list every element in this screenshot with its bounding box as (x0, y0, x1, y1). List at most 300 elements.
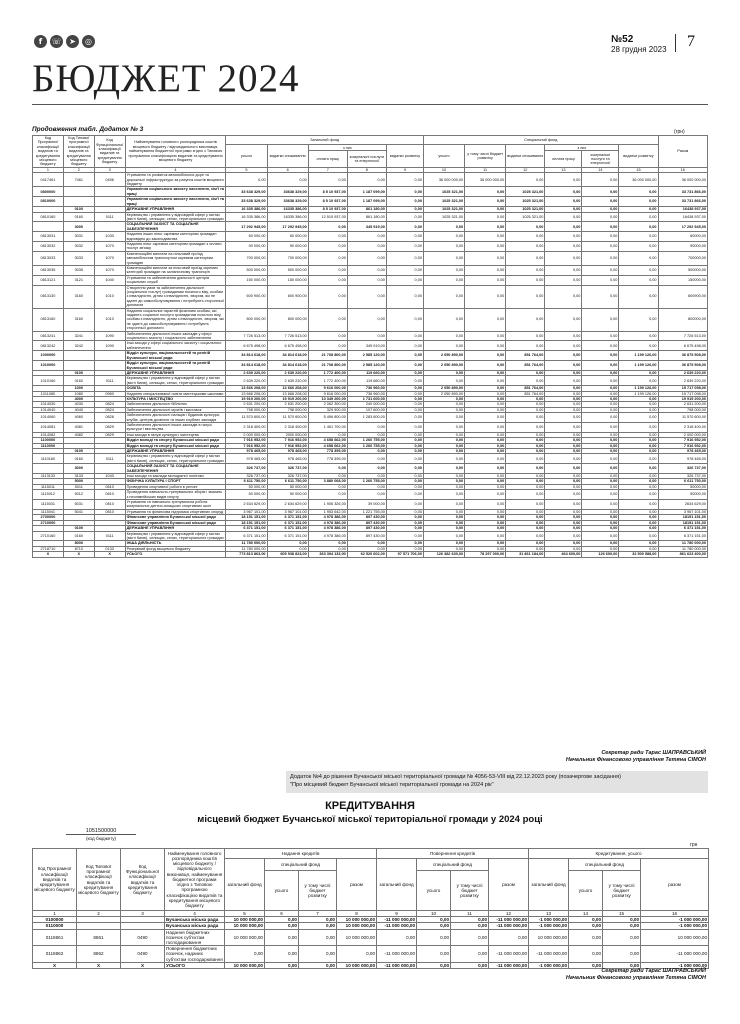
table-cell: 0160 (63, 454, 94, 464)
table-cell: 19 919 200,00 (658, 396, 708, 401)
table-cell: 1080 (63, 391, 94, 396)
section-title: БЮДЖЕТ 2024 (32, 57, 300, 100)
col-number: 3 (121, 911, 165, 917)
table-cell: 16 335 386,00 (226, 207, 267, 212)
table-cell: 0,00 (465, 490, 506, 500)
table-cell: 0,00 (423, 232, 464, 242)
table-cell: 0,00 (582, 370, 619, 375)
table-cell: 0,00 (603, 929, 641, 946)
table-cell: 1014081 (33, 422, 64, 432)
table-cell: 0,00 (308, 541, 347, 546)
table-cell: 6 611 750,00 (658, 479, 708, 484)
table-cell: 8 5 10 937,00 (308, 207, 347, 212)
table-cell: 0,00 (619, 500, 658, 510)
telegram-icon[interactable]: ➤ (66, 35, 79, 48)
table-cell: 0,00 (423, 546, 464, 551)
table-cell: 0,00 (545, 531, 582, 541)
table-cell: 90 000,00 (267, 241, 308, 251)
credit-signatures (430, 968, 706, 982)
signature-finance-head: Начальник Фінансового управління Тетяна СІМОН (565, 975, 706, 981)
table-cell: 0,00 (506, 449, 545, 454)
table-cell: 3121 (63, 275, 94, 285)
col-head: усього (569, 871, 603, 911)
col-number: 9 (377, 911, 417, 917)
table-cell: 50 000,00 (267, 490, 308, 500)
table-cell: 10 000 000,00 (225, 923, 265, 929)
table-cell: 0,00 (417, 929, 451, 946)
table-cell: 0,00 (423, 449, 464, 454)
row-name-cell: Забезпечення діяльності інших закладів у сфері соціального захисту і соціального забезпечення (125, 331, 226, 341)
table-cell: 3031 (63, 232, 94, 242)
table-cell: 0,00 (545, 432, 582, 437)
table-cell: 33638 329,00 (267, 187, 308, 197)
col-number: 13 (529, 911, 569, 917)
table-cell: -11 000 000,00 (489, 962, 529, 968)
table-cell: 2634 629,00 (658, 500, 708, 510)
col-head: оплата праці (308, 151, 347, 167)
table-row (33, 222, 708, 232)
table-cell: 18151 151,00 (658, 520, 708, 525)
table-cell: 0490 (121, 946, 165, 963)
row-name-cell: Компенсаційні виплати на пільговий проїзд автомобільним транспортом окремим категоріям громадян (125, 251, 226, 265)
table-cell: 0,00 (386, 197, 423, 207)
table-cell: 0,00 (386, 479, 423, 484)
table-cell: 0,00 (545, 308, 582, 331)
table-cell: 861 180,00 (347, 212, 386, 222)
table-cell: 16335 386,00 (267, 207, 308, 212)
table-cell: 0,00 (423, 370, 464, 375)
table-cell: 0,00 (465, 370, 506, 375)
table-cell: 0,00 (347, 464, 386, 474)
col-number: 10 (417, 911, 451, 917)
table-cell: 10 000 000,00 (225, 962, 265, 968)
col-head: загальний фонд (529, 859, 569, 911)
table-cell: 0,00 (386, 464, 423, 474)
row-name-cell: Утримання та забезпечення діяльності центрів соціальних служб (125, 275, 226, 285)
table-cell: 1014040 (33, 407, 64, 412)
table-cell: 0,00 (451, 962, 489, 968)
col-number: 15 (619, 167, 658, 172)
table-cell: 0,00 (506, 285, 545, 308)
table-cell: 0,00 (619, 341, 658, 351)
table-row (33, 275, 708, 285)
table-cell: 16335 386,00 (267, 212, 308, 222)
table-cell: 0,00 (386, 308, 423, 331)
table-cell: 36 875 508,00 (658, 361, 708, 371)
table-cell: 5 496 800,00 (308, 413, 347, 423)
table-cell: 0,00 (506, 526, 545, 531)
table-cell: 1025 321,00 (506, 197, 545, 207)
table-cell: 1025 321,00 (423, 207, 464, 212)
table-cell: 0813032 (33, 241, 64, 251)
table-cell: 0960 (94, 391, 125, 396)
table-cell: 97 571 706,00 (386, 552, 423, 557)
table-cell: 13 666 208,00 (226, 386, 267, 391)
table-cell: 17 292 945,00 (226, 222, 267, 232)
table-cell: 326 737,00 (267, 474, 308, 479)
table-cell: 7 916 952,00 (226, 443, 267, 448)
col-head: усього (417, 871, 451, 911)
table-cell: 1070 (94, 251, 125, 265)
table-cell: 6 371 151,00 (226, 526, 267, 531)
table-cell: 0,00 (545, 500, 582, 510)
table-cell: 2 639 220,00 (267, 370, 308, 375)
col-head: усього (423, 145, 464, 168)
table-cell: 0,00 (226, 173, 267, 187)
table-cell: 978 465,00 (226, 454, 267, 464)
table-cell: 0,00 (569, 917, 603, 923)
table-cell: 0,00 (582, 500, 619, 510)
table-cell: 1 187 099,00 (347, 197, 386, 207)
table-row (33, 422, 708, 432)
table-cell: 0,00 (308, 232, 347, 242)
table-cell: 2 000 000,00 (658, 432, 708, 437)
table-cell: 0,00 (465, 541, 506, 546)
table-cell: 11 570 600,00 (658, 413, 708, 423)
table-cell: 0,00 (545, 265, 582, 275)
table-cell: 0,00 (545, 173, 582, 187)
table-cell: 18 151 151,00 (226, 515, 267, 520)
row-name-cell: Фінансове управління Бучанської міської ради (125, 520, 226, 525)
table-cell: 1025 321,00 (506, 212, 545, 222)
col-head: Код Типової програмної класифікації видатків та кредитування місцевого бюджету (77, 849, 121, 911)
table-cell: 1 260 755,00 (347, 443, 386, 448)
table-cell: 0,00 (545, 222, 582, 232)
table-cell: 326 737,00 (226, 464, 267, 474)
table-cell: 0,00 (386, 187, 423, 197)
col-number: 5 (226, 167, 267, 172)
table-cell: 1011080 (33, 391, 64, 396)
table-cell: 31 861 184,00 (506, 552, 545, 557)
col-number: 1 (33, 167, 64, 172)
table-cell: 2000 000,00 (267, 432, 308, 437)
table-cell: 0,00 (506, 520, 545, 525)
table-cell: 36 875 508,00 (658, 351, 708, 361)
table-cell: 8 5 10 937,00 (308, 187, 347, 197)
table-cell: 0,00 (465, 207, 506, 212)
table-cell: 0,00 (582, 490, 619, 500)
table-cell: 0813241 (33, 331, 64, 341)
table-cell: 0490 (121, 929, 165, 946)
table-cell: 0,00 (545, 479, 582, 484)
table-cell: 1010 (94, 285, 125, 308)
page-number: 7 (687, 33, 695, 50)
table-cell: 0,00 (265, 917, 299, 923)
table-cell: 0,00 (545, 331, 582, 341)
table-cell: 0,00 (489, 929, 529, 946)
table-cell: 7 916 952,00 (267, 438, 308, 443)
table-cell: 0,00 (619, 474, 658, 479)
table-cell: 0,00 (308, 474, 347, 479)
table-cell: 0,00 (386, 520, 423, 525)
table-cell: 2 639 220,00 (658, 376, 708, 386)
row-name-cell: Утримання та розвиток автомобільних доріг та дорожньої інфраструктури за рахунок коштів місцевого бюджету (126, 173, 224, 187)
table-cell: 0,00 (386, 275, 423, 285)
table-cell: 0,00 (386, 386, 423, 391)
row-name-cell: ДЕРЖАВНЕ УПРАВЛІННЯ (125, 449, 226, 454)
table-cell (63, 361, 94, 371)
table-row (33, 454, 708, 464)
col-number: 3 (94, 167, 125, 172)
table-cell: 0100 (63, 370, 94, 375)
table-cell: 8000 (63, 541, 94, 546)
table-cell: 326 737,00 (658, 474, 708, 479)
table-cell: 2 318 400,00 (658, 422, 708, 432)
table-cell: 2 631 200,00 (226, 402, 267, 407)
table-cell: 3133 (63, 474, 94, 479)
table-cell: 0,00 (506, 438, 545, 443)
table-cell: 0,00 (308, 490, 347, 500)
table-cell: 0,00 (506, 232, 545, 242)
table-cell: 0,00 (582, 407, 619, 412)
table-cell: 126 600,00 (582, 552, 619, 557)
table-cell: 0,00 (619, 308, 658, 331)
table-cell: 0,00 (506, 308, 545, 331)
table-cell: 10 349 200,00 (308, 396, 347, 401)
table-cell: 0,00 (582, 251, 619, 265)
table-cell: 7 916 952,00 (658, 443, 708, 448)
table-cell: 0,00 (465, 464, 506, 474)
col-number: 6 (267, 167, 308, 172)
table-cell: 978 465,00 (267, 454, 308, 464)
table-cell: 6 371 151,00 (267, 520, 308, 525)
table-cell: 0,00 (506, 484, 545, 489)
table-cell: 0,00 (347, 422, 386, 432)
table-cell: 0,00 (506, 222, 545, 232)
table-cell: 8 5 10 937,00 (308, 197, 347, 207)
table-cell: 0,00 (545, 443, 582, 448)
row-name-cell: Забезпечення діяльності музеїв і виставок (125, 407, 226, 412)
table-cell: 0,00 (582, 541, 619, 546)
table-cell: 3035 (63, 265, 94, 275)
table-cell: 0,00 (423, 443, 464, 448)
table-cell: 0,00 (506, 443, 545, 448)
table-cell: 10 000 000,00 (337, 929, 377, 946)
table-cell: 1 731 600,00 (347, 396, 386, 401)
table-cell: 0,00 (582, 531, 619, 541)
table-cell: 1030 (94, 232, 125, 242)
table-cell: 0,00 (619, 207, 658, 212)
table-cell: 1115012 (33, 490, 64, 500)
table-cell (33, 222, 64, 232)
row-name-cell: ФІЗИЧНА КУЛЬТУРА І СПОРТ (125, 479, 226, 484)
table-cell: 0,00 (582, 422, 619, 432)
row-name-cell: Резервний фонд місцевого бюджету (125, 546, 226, 551)
row-name-cell: Проведення спортивної роботи в регіоні (125, 484, 226, 489)
table-cell: 500 000,00 (267, 265, 308, 275)
table-cell: 0,00 (465, 391, 506, 396)
table-cell: 0100 (63, 449, 94, 454)
table-cell: 0,00 (619, 331, 658, 341)
table-cell: 500 000,00 (226, 265, 267, 275)
table-cell: 897 430,00 (347, 526, 386, 531)
col-head: у тому числі бюджет розвитку (451, 871, 489, 911)
table-cell: 0,00 (545, 197, 582, 207)
table-cell (94, 187, 125, 197)
table-cell: 0,00 (347, 241, 386, 251)
table-cell: 0,00 (423, 422, 464, 432)
table-cell: 798 000,00 (658, 407, 708, 412)
table-cell: 778 395,00 (308, 454, 347, 464)
table-cell: 2 000 000,00 (226, 432, 267, 437)
row-name-cell: Відділ молоді та спорту Бучанської міської ради (125, 438, 226, 443)
table-cell: 8862 (77, 946, 121, 963)
table-cell: 1 199 126,00 (619, 391, 658, 396)
table-cell: 0,00 (299, 929, 337, 946)
table-cell: 0813160 (33, 308, 64, 331)
table-cell: 0,00 (423, 413, 464, 423)
table-cell: 0,00 (582, 232, 619, 242)
table-cell: 0,00 (347, 546, 386, 551)
table-cell: 0,00 (423, 479, 464, 484)
table-cell: 0,00 (619, 432, 658, 437)
table-cell: 4000 (63, 396, 94, 401)
table-cell: 6 371 151,00 (658, 531, 708, 541)
table-cell: 60 000,00 (267, 232, 308, 242)
table-cell: 150 000,00 (267, 275, 308, 285)
table-cell: 0813033 (33, 251, 64, 265)
table-cell: 1025 321,00 (423, 187, 464, 197)
table-cell: 0,00 (423, 308, 464, 331)
table-cell: 10 000 000,00 (641, 929, 709, 946)
table-cell: 700 000,00 (267, 251, 308, 265)
row-name-cell: Утримання та навчально-тренувальна робота комунальних дитячо-юнацьких спортивних шкіл (125, 500, 226, 510)
table-cell: 0100 (63, 526, 94, 531)
table-cell: X (94, 552, 125, 557)
table-cell: 0,00 (386, 370, 423, 375)
table-cell: 1090 (94, 341, 125, 351)
table-cell: 0,00 (299, 962, 337, 968)
table-cell: 6 675 498,00 (267, 341, 308, 351)
col-head: усього (226, 145, 267, 168)
table-cell (94, 197, 125, 207)
table-cell: 0417461 (33, 173, 64, 187)
table-cell: 0,00 (347, 449, 386, 454)
table-cell: 0,00 (386, 232, 423, 242)
table-cell (94, 351, 125, 361)
table-row (33, 187, 708, 197)
facebook-icon[interactable]: f (34, 35, 47, 48)
table-cell: 851 764,00 (506, 391, 545, 396)
table-cell: 0,00 (386, 391, 423, 396)
col-head: разом (337, 859, 377, 911)
table-cell: 0,00 (386, 341, 423, 351)
table-cell: 0,00 (423, 474, 464, 479)
table-row (33, 285, 708, 308)
table-cell: 773 813 863,00 (226, 552, 267, 557)
table-cell: 1014030 (33, 402, 64, 407)
table-cell: 3000 (63, 464, 94, 474)
table-cell: 0,00 (545, 251, 582, 265)
table-cell: 0,00 (423, 331, 464, 341)
table-cell: 778 395,00 (308, 449, 347, 454)
table-cell: 0,00 (386, 438, 423, 443)
table-cell: 0,00 (386, 515, 423, 520)
table-cell: 0813035 (33, 265, 64, 275)
table-cell: 0,00 (545, 351, 582, 361)
table-cell: 0813130 (33, 285, 64, 308)
table-cell: 0,00 (465, 422, 506, 432)
table-cell: 0,00 (386, 351, 423, 361)
table-cell: 0,00 (619, 241, 658, 251)
table-cell: 0,00 (465, 251, 506, 265)
signature-finance-head: Начальник Фінансового управління Тетяна СІМОН (565, 757, 706, 763)
table-cell: 0,00 (386, 422, 423, 432)
table-cell: 0,00 (465, 241, 506, 251)
table-row (33, 946, 709, 963)
instagram-icon[interactable]: ◎ (82, 35, 95, 48)
signature-secretary: Секретар ради Тарас ШАПРАВСЬКИЙ (601, 968, 706, 974)
row-name-cell: УСЬОГО (165, 962, 225, 968)
row-name-cell: Управління соціального захисту населення, сім'ї та праці (126, 187, 224, 196)
table-cell: 0,00 (506, 265, 545, 275)
table-cell: 50000,00 (658, 484, 708, 489)
header-divider (675, 34, 676, 52)
table-cell: 0,00 (545, 546, 582, 551)
table-cell: 0,00 (465, 443, 506, 448)
table-cell: 0456 (94, 173, 125, 187)
table-cell: 50 000,00 (226, 484, 267, 489)
table-cell: 0,00 (386, 212, 423, 222)
table-cell: 3241 (63, 331, 94, 341)
table-cell: 5041 (63, 509, 94, 514)
table-cell: 464 600,00 (545, 552, 582, 557)
row-name-cell: Інші заходи та заклади молодіжної політики (125, 474, 226, 479)
table-cell: 32 500 588,00 (619, 552, 658, 557)
table-cell: 0,00 (619, 443, 658, 448)
col-head: Код Типової програмної класифікації видатків та кредитування місцевого бюджету (63, 136, 94, 168)
table-cell: -1 000 000,00 (641, 917, 709, 923)
table-cell: 0810160 (33, 212, 64, 222)
table-cell: 18 151 151,00 (226, 520, 267, 525)
table-cell: 0,00 (423, 241, 464, 251)
table-cell: 1 772 400,00 (308, 370, 347, 375)
table-cell: 0,00 (619, 520, 658, 525)
table-cell: 21 708 800,00 (308, 361, 347, 371)
table-cell: 0813242 (33, 341, 64, 351)
table-cell: 800 000,00 (226, 308, 267, 331)
table-cell: 0,00 (582, 443, 619, 448)
table-cell: 0,00 (545, 438, 582, 443)
table-cell: 1 283 600,00 (347, 413, 386, 423)
table-cell: 326 737,00 (226, 474, 267, 479)
table-cell: 34 814 618,00 (226, 351, 267, 361)
table-cell: 4 978 386,00 (308, 520, 347, 525)
table-cell: 119 660,00 (347, 376, 386, 386)
table-cell: 0,00 (582, 197, 619, 207)
table-cell: 0,00 (386, 509, 423, 514)
col-head: у тому числі бюджет розвитку (465, 145, 506, 168)
table-cell: 0,00 (423, 438, 464, 443)
viber-icon[interactable]: ☏ (51, 37, 62, 46)
table-cell: 7 726 513,00 (658, 331, 708, 341)
table-cell: 0,00 (465, 341, 506, 351)
table-cell: 1025 321,00 (506, 207, 545, 212)
table-cell: 4040 (63, 407, 94, 412)
table-cell: -11 000 000,00 (529, 946, 569, 963)
row-name-cell: СОЦІАЛЬНИЙ ЗАХИСТ ТА СОЦІАЛЬНЕ ЗАБЕЗПЕЧЕННЯ (125, 222, 226, 232)
table-cell: 0,00 (582, 187, 619, 197)
table-cell: 0,00 (465, 407, 506, 412)
table-cell (94, 361, 125, 371)
table-cell: 2710160 (33, 531, 64, 541)
table-cell: 0,00 (619, 407, 658, 412)
table-cell: 0,00 (465, 413, 506, 423)
row-name-cell: Забезпечення діяльності палаців і будинків культури, клубів, центрів дозвілля та інших клубних закладів (125, 413, 226, 423)
table-cell: 0,00 (545, 422, 582, 432)
col-head: Код Функціональної класифікації видатків та кредитування бюджету (121, 849, 165, 911)
table-cell: 2 062 300,00 (308, 402, 347, 407)
